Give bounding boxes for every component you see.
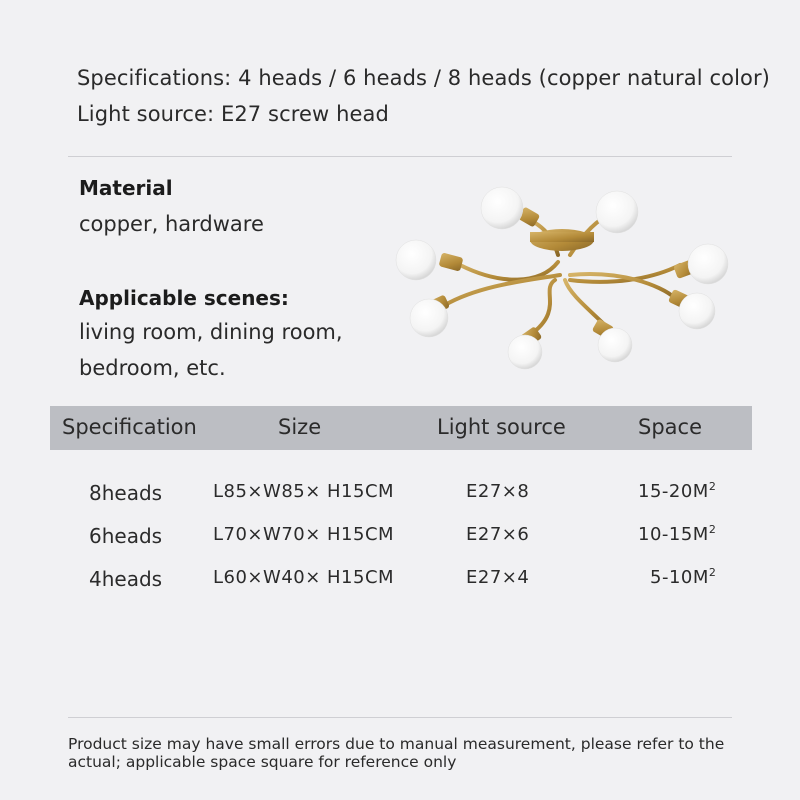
row-space-value: 5-10M [650, 567, 709, 588]
spec-light-source-line: Light source: E27 screw head [77, 102, 389, 126]
row-space [650, 567, 716, 588]
row-size: L85×W85× H15CM [213, 481, 395, 502]
row-space-value: 10-15M [638, 524, 709, 545]
spec-table-header [50, 406, 752, 450]
row-space [638, 481, 716, 502]
material-value: copper, hardware [79, 212, 264, 236]
scenes-heading: Applicable scenes: [79, 286, 289, 310]
footnote: Product size may have small errors due to manual measurement, please refer to the actual; applicable space square for reference only [68, 735, 725, 771]
row-space-value: 15-20M [638, 481, 709, 502]
row-source: E27×8 [466, 481, 530, 502]
spec-heads-line: Specifications: 4 heads / 6 heads / 8 heads (copper natural color) [77, 66, 770, 90]
row-spec: 6heads [89, 524, 163, 548]
row-space [638, 524, 716, 545]
row-space-sup: 2 [708, 566, 717, 579]
material-heading: Material [79, 176, 173, 200]
chandelier-product-image [380, 170, 760, 380]
row-source: E27×4 [466, 567, 530, 588]
row-space-sup: 2 [708, 523, 717, 536]
header-space: Space [638, 415, 702, 439]
header-size: Size [278, 415, 322, 439]
row-spec: 8heads [89, 481, 163, 505]
row-space-sup: 2 [708, 480, 717, 493]
row-spec: 4heads [89, 567, 163, 591]
scenes-line-1: living room, dining room, [79, 320, 343, 344]
top-divider [68, 156, 732, 157]
header-light-source: Light source [437, 415, 566, 439]
bottom-divider [68, 717, 732, 718]
scenes-line-2: bedroom, etc. [79, 356, 226, 380]
row-size: L70×W70× H15CM [213, 524, 395, 545]
header-specification: Specification [62, 415, 197, 439]
row-source: E27×6 [466, 524, 530, 545]
row-size: L60×W40× H15CM [213, 567, 395, 588]
